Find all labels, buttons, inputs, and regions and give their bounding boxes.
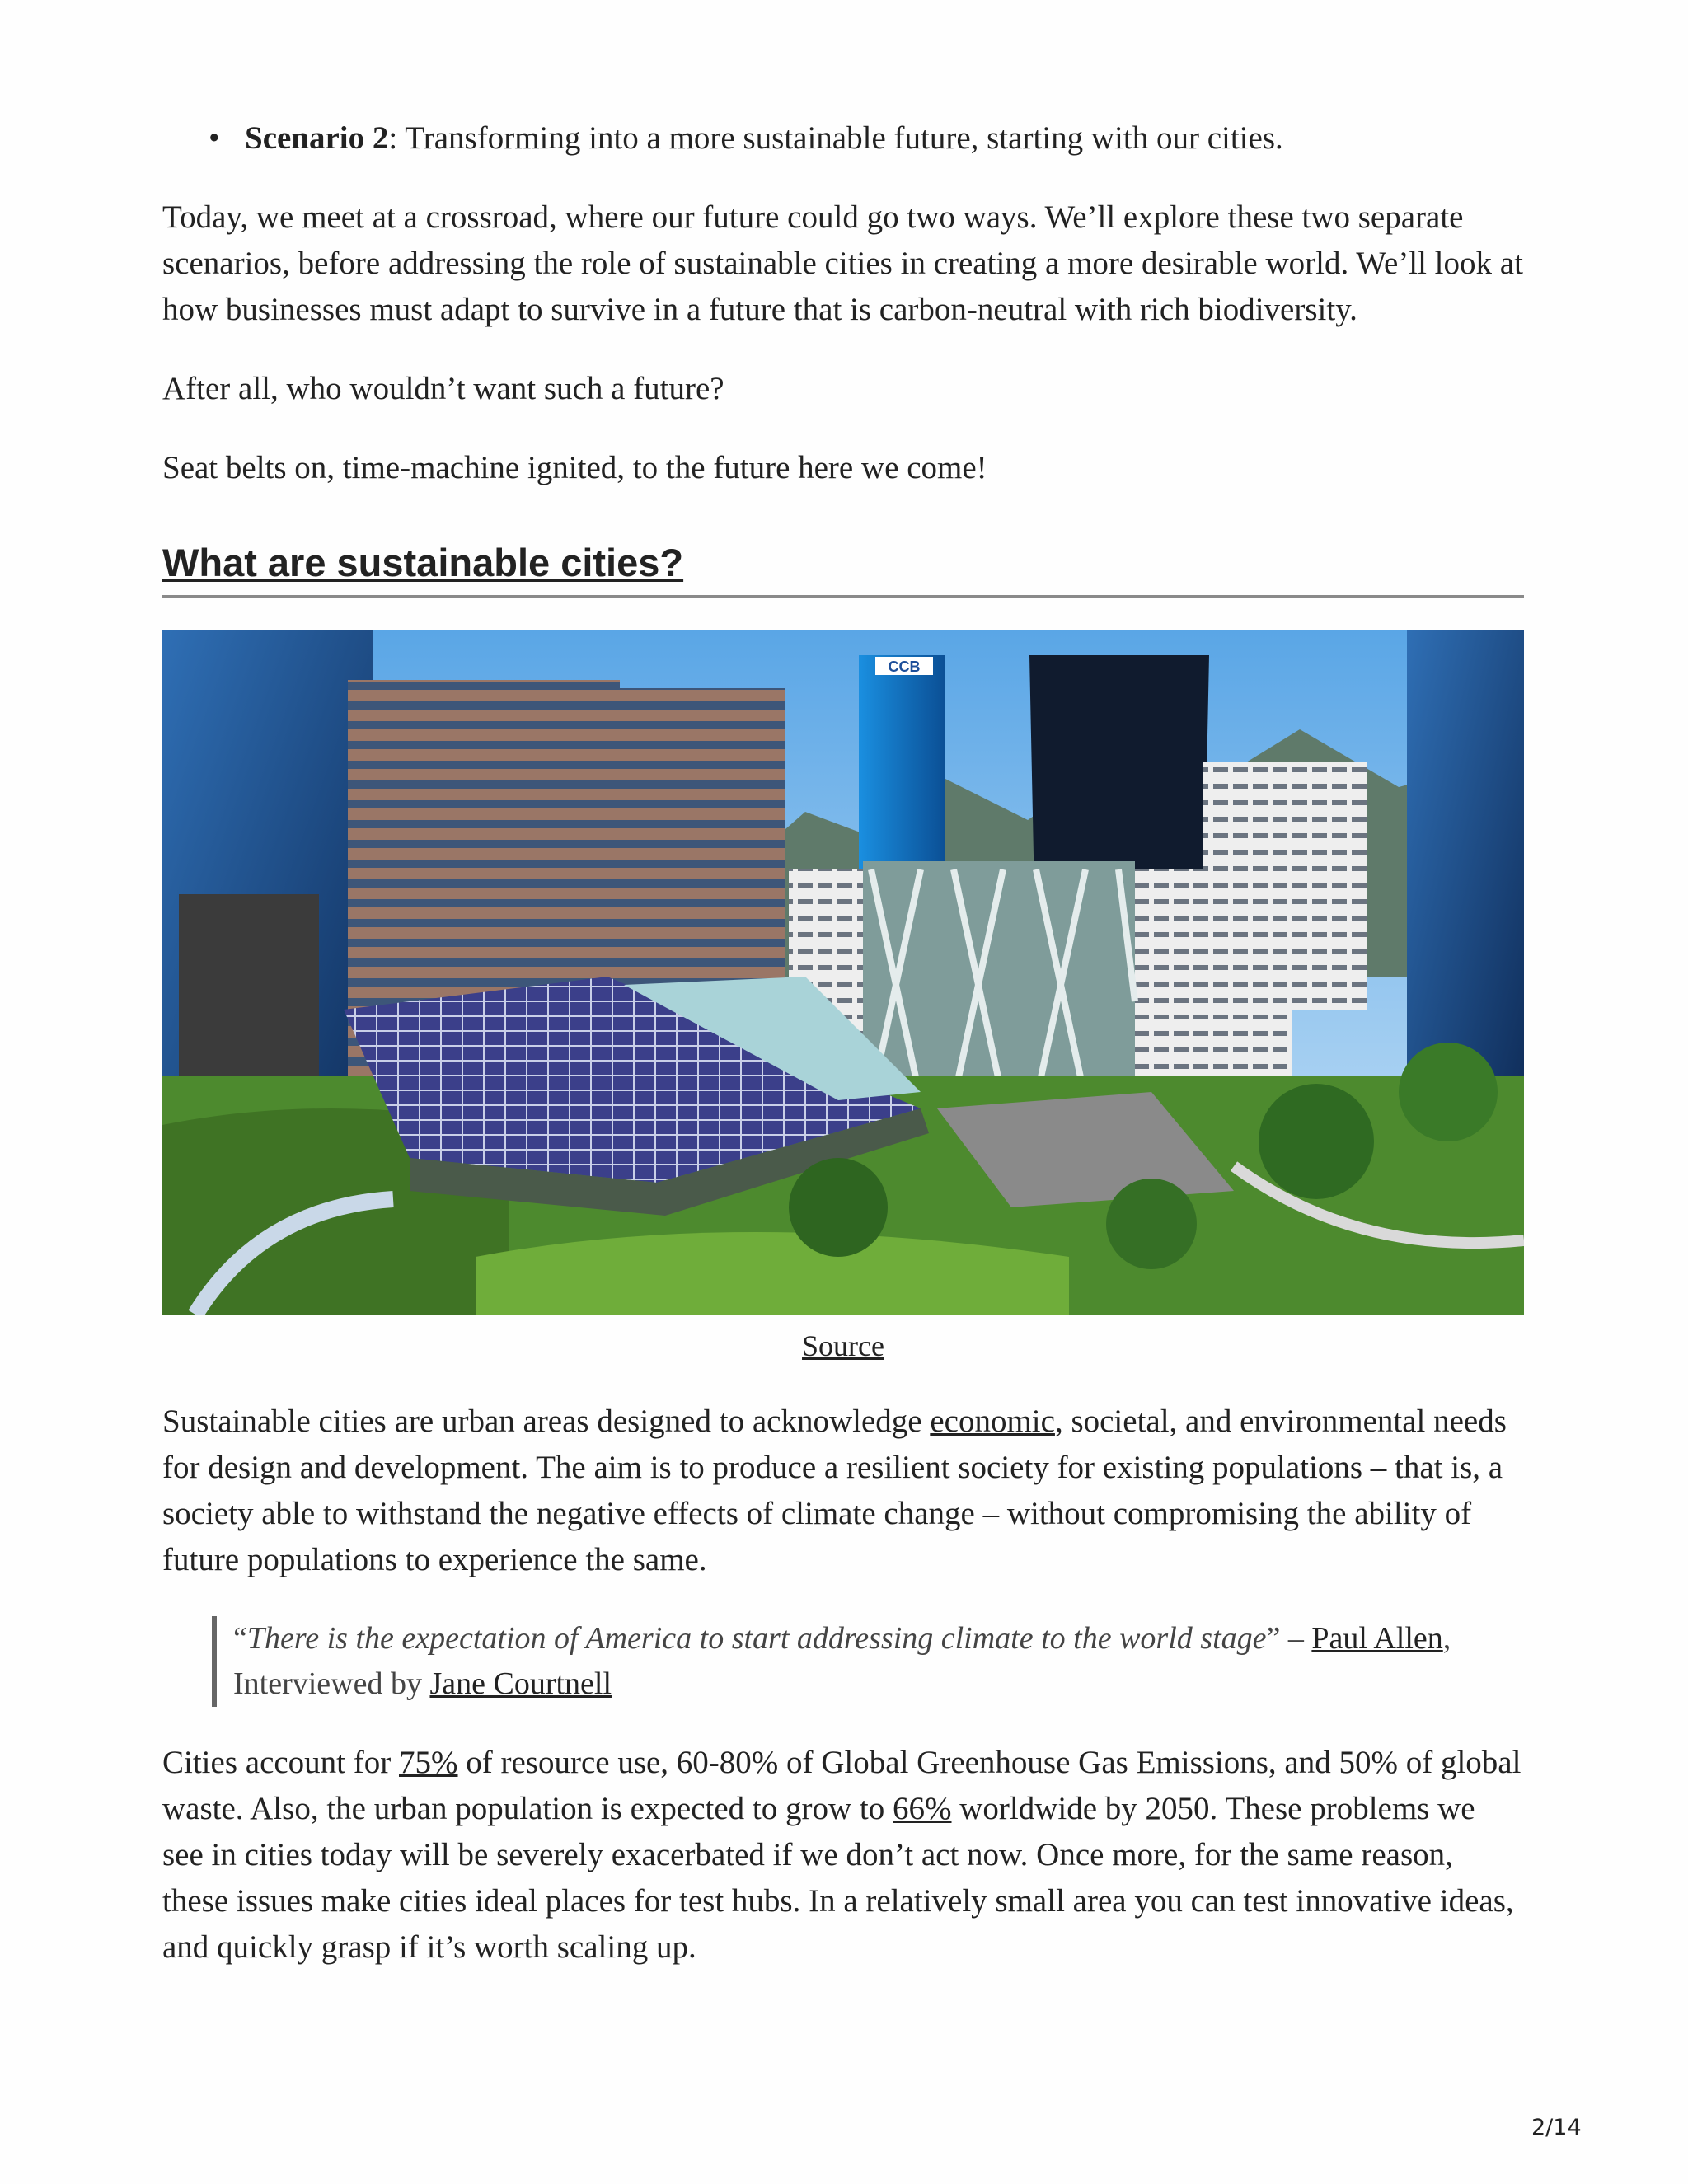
scenario-label: Scenario 2 — [245, 120, 389, 156]
stats-paragraph — [162, 1740, 1524, 1971]
definition-text-start: Sustainable cities are urban areas designed to acknowledge — [162, 1404, 931, 1439]
list-item — [245, 115, 1524, 162]
author-link[interactable]: Paul Allen — [1311, 1621, 1443, 1656]
quote-open-mark: “ — [233, 1621, 247, 1656]
definition-text-end: , societal, and environmental needs for design and development. The aim is to produce a resilient society for existing populations – that is, a society able to withstand the negative effects of climate change – without compromising the ability of future populations to experience the same. — [162, 1404, 1507, 1577]
quote-attribution: , Interviewed by — [233, 1621, 1451, 1701]
scenario-text: : Transforming into a more sustainable future, starting with our cities. — [388, 120, 1283, 156]
closing-paragraph: Seat belts on, time-machine ignited, to the future here we come! — [162, 450, 987, 485]
intro-paragraph: Today, we meet at a crossroad, where our future could go two ways. We’ll explore these two separate scenarios, before addressing the role of sustainable cities in creating a more desirable world. We’ll look at how businesses must adapt to survive in a future that is carbon-neutral with rich biodiversity. — [162, 199, 1523, 327]
section-heading: What are sustainable cities? — [162, 541, 1524, 598]
scenario-list — [162, 115, 1524, 162]
building-sign-text: CCB — [888, 658, 921, 675]
stats-text-start: Cities account for — [162, 1745, 399, 1780]
quote-close-mark: ” – — [1266, 1621, 1312, 1656]
definition-paragraph — [162, 1399, 1524, 1583]
urban-population-link[interactable]: 66% — [893, 1791, 952, 1826]
resource-use-link[interactable]: 75% — [399, 1745, 458, 1780]
economic-link[interactable]: economic — [930, 1404, 1055, 1439]
question-paragraph: After all, who wouldn’t want such a future? — [162, 371, 724, 406]
page-number: 2/14 — [1531, 2115, 1582, 2140]
sustainable-city-photo — [162, 630, 1524, 1315]
city-figure — [162, 630, 1524, 1366]
stats-text-middle: of resource use, 60-80% of Global Greenhouse Gas Emissions, and 50% of global waste. Also, the urban population is expected to grow to — [162, 1745, 1522, 1826]
article-body — [162, 115, 1524, 2004]
quote-text: There is the expectation of America to start addressing climate to the world stage — [246, 1621, 1267, 1656]
stats-text-end: worldwide by 2050. These problems we see in cities today will be severely exacerbated if we don’t act now. Once more, for the same reason, these issues make cities ideal places for test hubs. In a relatively small area you can test innovative ideas, and quickly grasp if it’s worth scaling up. — [162, 1791, 1514, 1965]
source-link[interactable]: Source — [802, 1329, 884, 1362]
quote-block — [212, 1616, 1524, 1707]
interviewer-link[interactable]: Jane Courtnell — [429, 1666, 612, 1701]
